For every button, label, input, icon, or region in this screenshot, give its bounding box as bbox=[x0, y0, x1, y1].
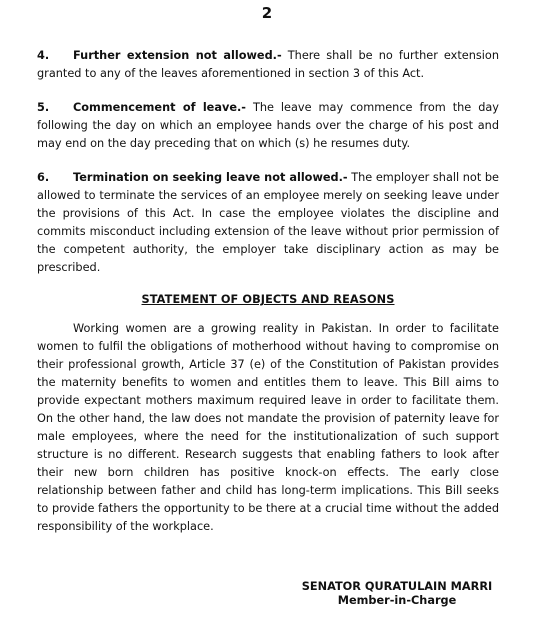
section-text: The leave may commence from the day following the day on which an employee hands over the charge of his post and may end on the day preceding that on which (s) he resumes duty. bbox=[37, 101, 499, 150]
document-content bbox=[37, 47, 499, 536]
section-text: There shall be no further extension granted to any of the leaves aforementioned in section 3 of this Act. bbox=[37, 49, 499, 80]
section-number: 5. bbox=[37, 101, 50, 114]
section-number: 6. bbox=[37, 171, 50, 184]
section-5 bbox=[37, 99, 499, 153]
signatory-name: SENATOR QURATULAIN MARRI bbox=[301, 580, 493, 593]
section-number: 4. bbox=[37, 49, 50, 62]
section-heading: Termination on seeking leave not allowed.- bbox=[73, 171, 348, 184]
signature-block bbox=[260, 580, 534, 608]
statement-body: Working women are a growing reality in Pakistan. In order to facilitate women to fulfil the obligations of motherhood without having to compromise on their professional growth, Article 37 (e) of the Constitution of Pakistan provides the maternity benefits to women and entitles them to leave. This Bill aims to provide expectant mothers maximum required leave in order to facilitate them. On the other hand, the law does not mandate the provision of paternity leave for male employees, where the need for the institutionalization of such support structure is no different. Research suggests that enabling fathers to look after their new born children has positive knock-on effects. The early close relationship between father and child has long-term implications. This Bill seeks to provide fathers the opportunity to be there at a crucial time without the added responsibility of the workplace. bbox=[37, 322, 499, 533]
section-heading: Further extension not allowed.- bbox=[73, 49, 282, 62]
statement-title: STATEMENT OF OBJECTS AND REASONS bbox=[141, 293, 395, 306]
section-text: The employer shall not be allowed to terminate the services of an employee merely on seeking leave under the provisions of this Act. In case the employee violates the discipline and commits misconduct including extension of the leave without prior permission of the competent authority, the employer take disciplinary action as may be prescribed. bbox=[37, 171, 499, 274]
section-4 bbox=[37, 47, 499, 83]
section-heading: Commencement of leave.- bbox=[73, 101, 246, 114]
signatory-role: Member-in-Charge bbox=[337, 594, 457, 607]
page-number: 2 bbox=[261, 4, 273, 22]
section-6 bbox=[37, 169, 499, 277]
